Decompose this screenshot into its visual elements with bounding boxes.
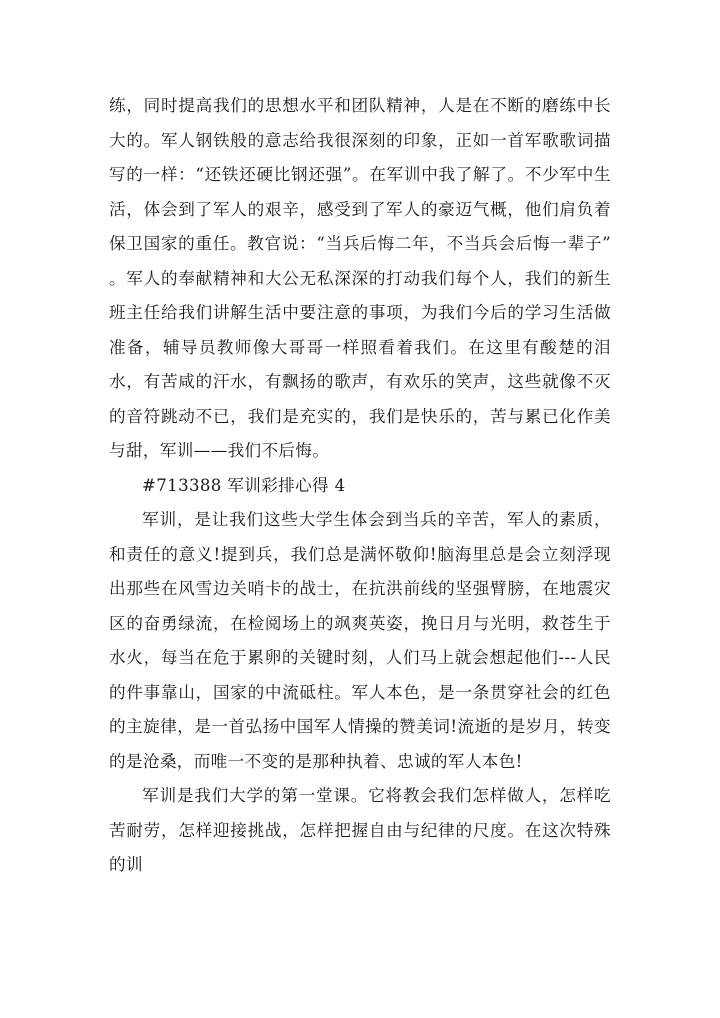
paragraph-continuation: 练，同时提高我们的思想水平和团队精神，人是在不断的磨练中长大的。军人钢铁般的意志给我很深刻的印象，正如一首军歌歌词描写的一样：“还铁还硬比钢还强”。在军训中我了解了。不少军中生活，体会到了军人的艰辛，感受到了军人的豪迈气概，他们肩负着保卫国家的重任。教官说：“当兵后悔二年，不当兵会后悔一辈子” 。军人的奉献精神和大公无私深深的打动我们每个人，我们的新生班主任给我们讲解生活中要注意的事项，为我们今后的学习生活做准备，辅导员教师像大哥哥一样照看着我们。在这里有酸楚的泪水，有苦咸的汗水，有飘扬的歌声，有欢乐的笑声，这些就像不灭的音符跳动不已，我们是充实的，我们是快乐的，苦与累已化作美与甜，军训——我们不后悔。 [109, 96, 611, 460]
paragraph-military-training-meaning: 军训，是让我们这些大学生体会到当兵的辛苦，军人的素质，和责任的意义!提到兵，我们总是满怀敬仰!脑海里总是会立刻浮现出那些在风雪边关哨卡的战士，在抗洪前线的坚强臂膀，在地震灾区的奋勇绿流，在检阅场上的飒爽英姿，挽日月与光明，救苍生于水火，每当在危于累卵的关键时刻，人们马上就会想起他们---人民的件事靠山，国家的中流砥柱。军人本色，是一条贯穿社会的红色的主旋律，是一首弘扬中国军人情操的赞美词!流逝的是岁月，转变的是沧桑，而唯一不变的是那种执着、忠诚的军人本色! [109, 510, 611, 771]
section-heading: #713388 军训彩排心得 4 [142, 475, 346, 495]
document-body [109, 89, 611, 883]
paragraph-first-lesson: 军训是我们大学的第一堂课。它将教会我们怎样做人，怎样吃苦耐劳，怎样迎接挑战，怎样把握自由与纪律的尺度。在这次特殊的训 [109, 786, 611, 874]
